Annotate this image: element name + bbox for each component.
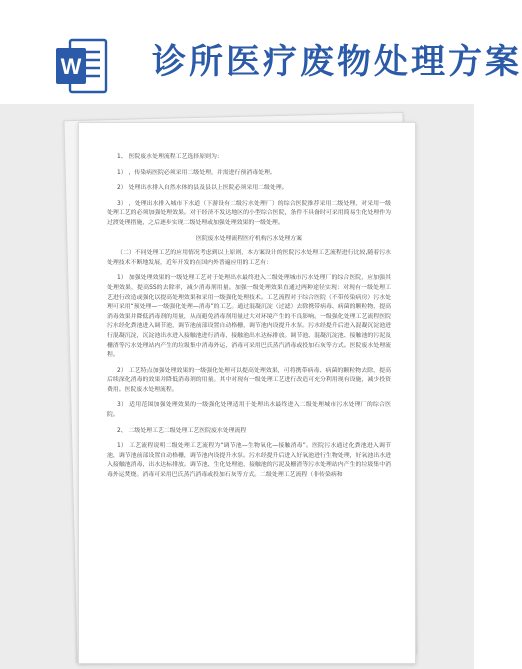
document-title: 诊所医疗废物处理方案	[152, 42, 522, 82]
paragraph: 1、 医院废水处理流程工艺选择原则为：	[117, 154, 223, 160]
paragraph: 2） 工艺特点加强处理效果的一级强化处理可以提高处理效果，可将携带病毒、病菌的颗粒物去除，提高后续深化消毒的效果并降低消毒剂的用量。其中对现有一级处理工艺进行改造可充分利用现有设施，减少投资费用。医院废水处理流程。	[107, 367, 391, 393]
paragraph: 2、 二级处理工艺二级处理工艺医院废水处理流程	[117, 427, 247, 434]
paragraph: （二）不同处理工艺的应用情况考虑到以上原则，本方案设计的医院污水处理工艺流程进行比较,随着污水处理技术不断地发展，近年开发的在国内外普遍应用的工艺有：	[107, 250, 391, 266]
section-heading: 医院废水处理流程医疗机构污水处理方案	[195, 235, 303, 242]
paragraph: 1） 工艺流程说明二级处理工艺流程为“调节池—生物氧化—接触消毒”。医院污水通过化粪池进入调节池，调节池前部设置自动格栅，调节池内设提升水泵。污水经提升后进入好氧池进行生物处理，好氧池出水进入接触池消毒，出水达标排放。调节池、生化处理池、接触池的污泥及栅渣等污水处理站内产生的垃圾集中消毒外运焚烧。消毒可采用巴氏蒸汽消毒或投加石灰等方式。二级处理工艺流程（非传染病和	[107, 443, 391, 479]
document-page	[78, 122, 416, 664]
word-document-icon	[56, 36, 108, 96]
document-header	[0, 0, 522, 108]
paragraph: 1） ，传染病医院必须采用二级处理，并需进行预消毒处理。	[117, 169, 276, 176]
paragraph: 3） ，处理出水排入城市下水道（下游设有二级污水处理厂）的综合医院推荐采用二级处理，对采用一级处理工艺的必须加强处理效果。对于经济不发达地区的小型综合医院，条件不具备时可采用简易生化处理作为过渡处理措施，之后逐步实现二级处理或加强处理效果的一级处理。	[107, 200, 391, 226]
paragraph: 3） 适用范围加强处理效果的一级强化处理适用于处理出水最终进入二级处理城市污水处理厂的综合医院。	[107, 402, 391, 419]
svg-text:W: W	[60, 54, 82, 79]
paragraph: 2） 处理出水排入自然水体的县及县以上医院必须采用二级处理。	[117, 185, 288, 192]
paragraph: 1） 加强处理效果的一级处理工艺对于处理出水最终进入二级处理城市污水处理厂的综合医院，应加强其处理效果，提高SS的去除率，减少消毒剂用量。加强一级处理效果直通过两种途径实现：对现有一级处理工艺进行改造或强化以提高处理效果和采用一级强化处理技术。工艺流程对于综合医院（不带传染病房）污水处理可采用“预处理—一级强化处理—消毒”的工艺。通过混凝沉淀（过滤）去除携带病毒、病菌的颗粒物，提高消毒效果并降低消毒剂的用量，从而避免消毒剂用量过大对环境产生的不良影响。一级强化处理工艺流程医院污水经化粪池进入调节池，调节池前部设置自动格栅，调节池内设提升水泵。污水经提升后进入混凝沉淀池进行混凝沉淀，沉淀池出水进入接触池进行消毒，接触池出水达标排放。调节池、混凝沉淀池、接触池的污泥及栅渣等污水处理站内产生的垃圾集中消毒外运，消毒可采用巴氏蒸汽消毒或投加石灰等方式。医院废水处理流程。	[107, 275, 391, 359]
document-body	[107, 153, 391, 487]
